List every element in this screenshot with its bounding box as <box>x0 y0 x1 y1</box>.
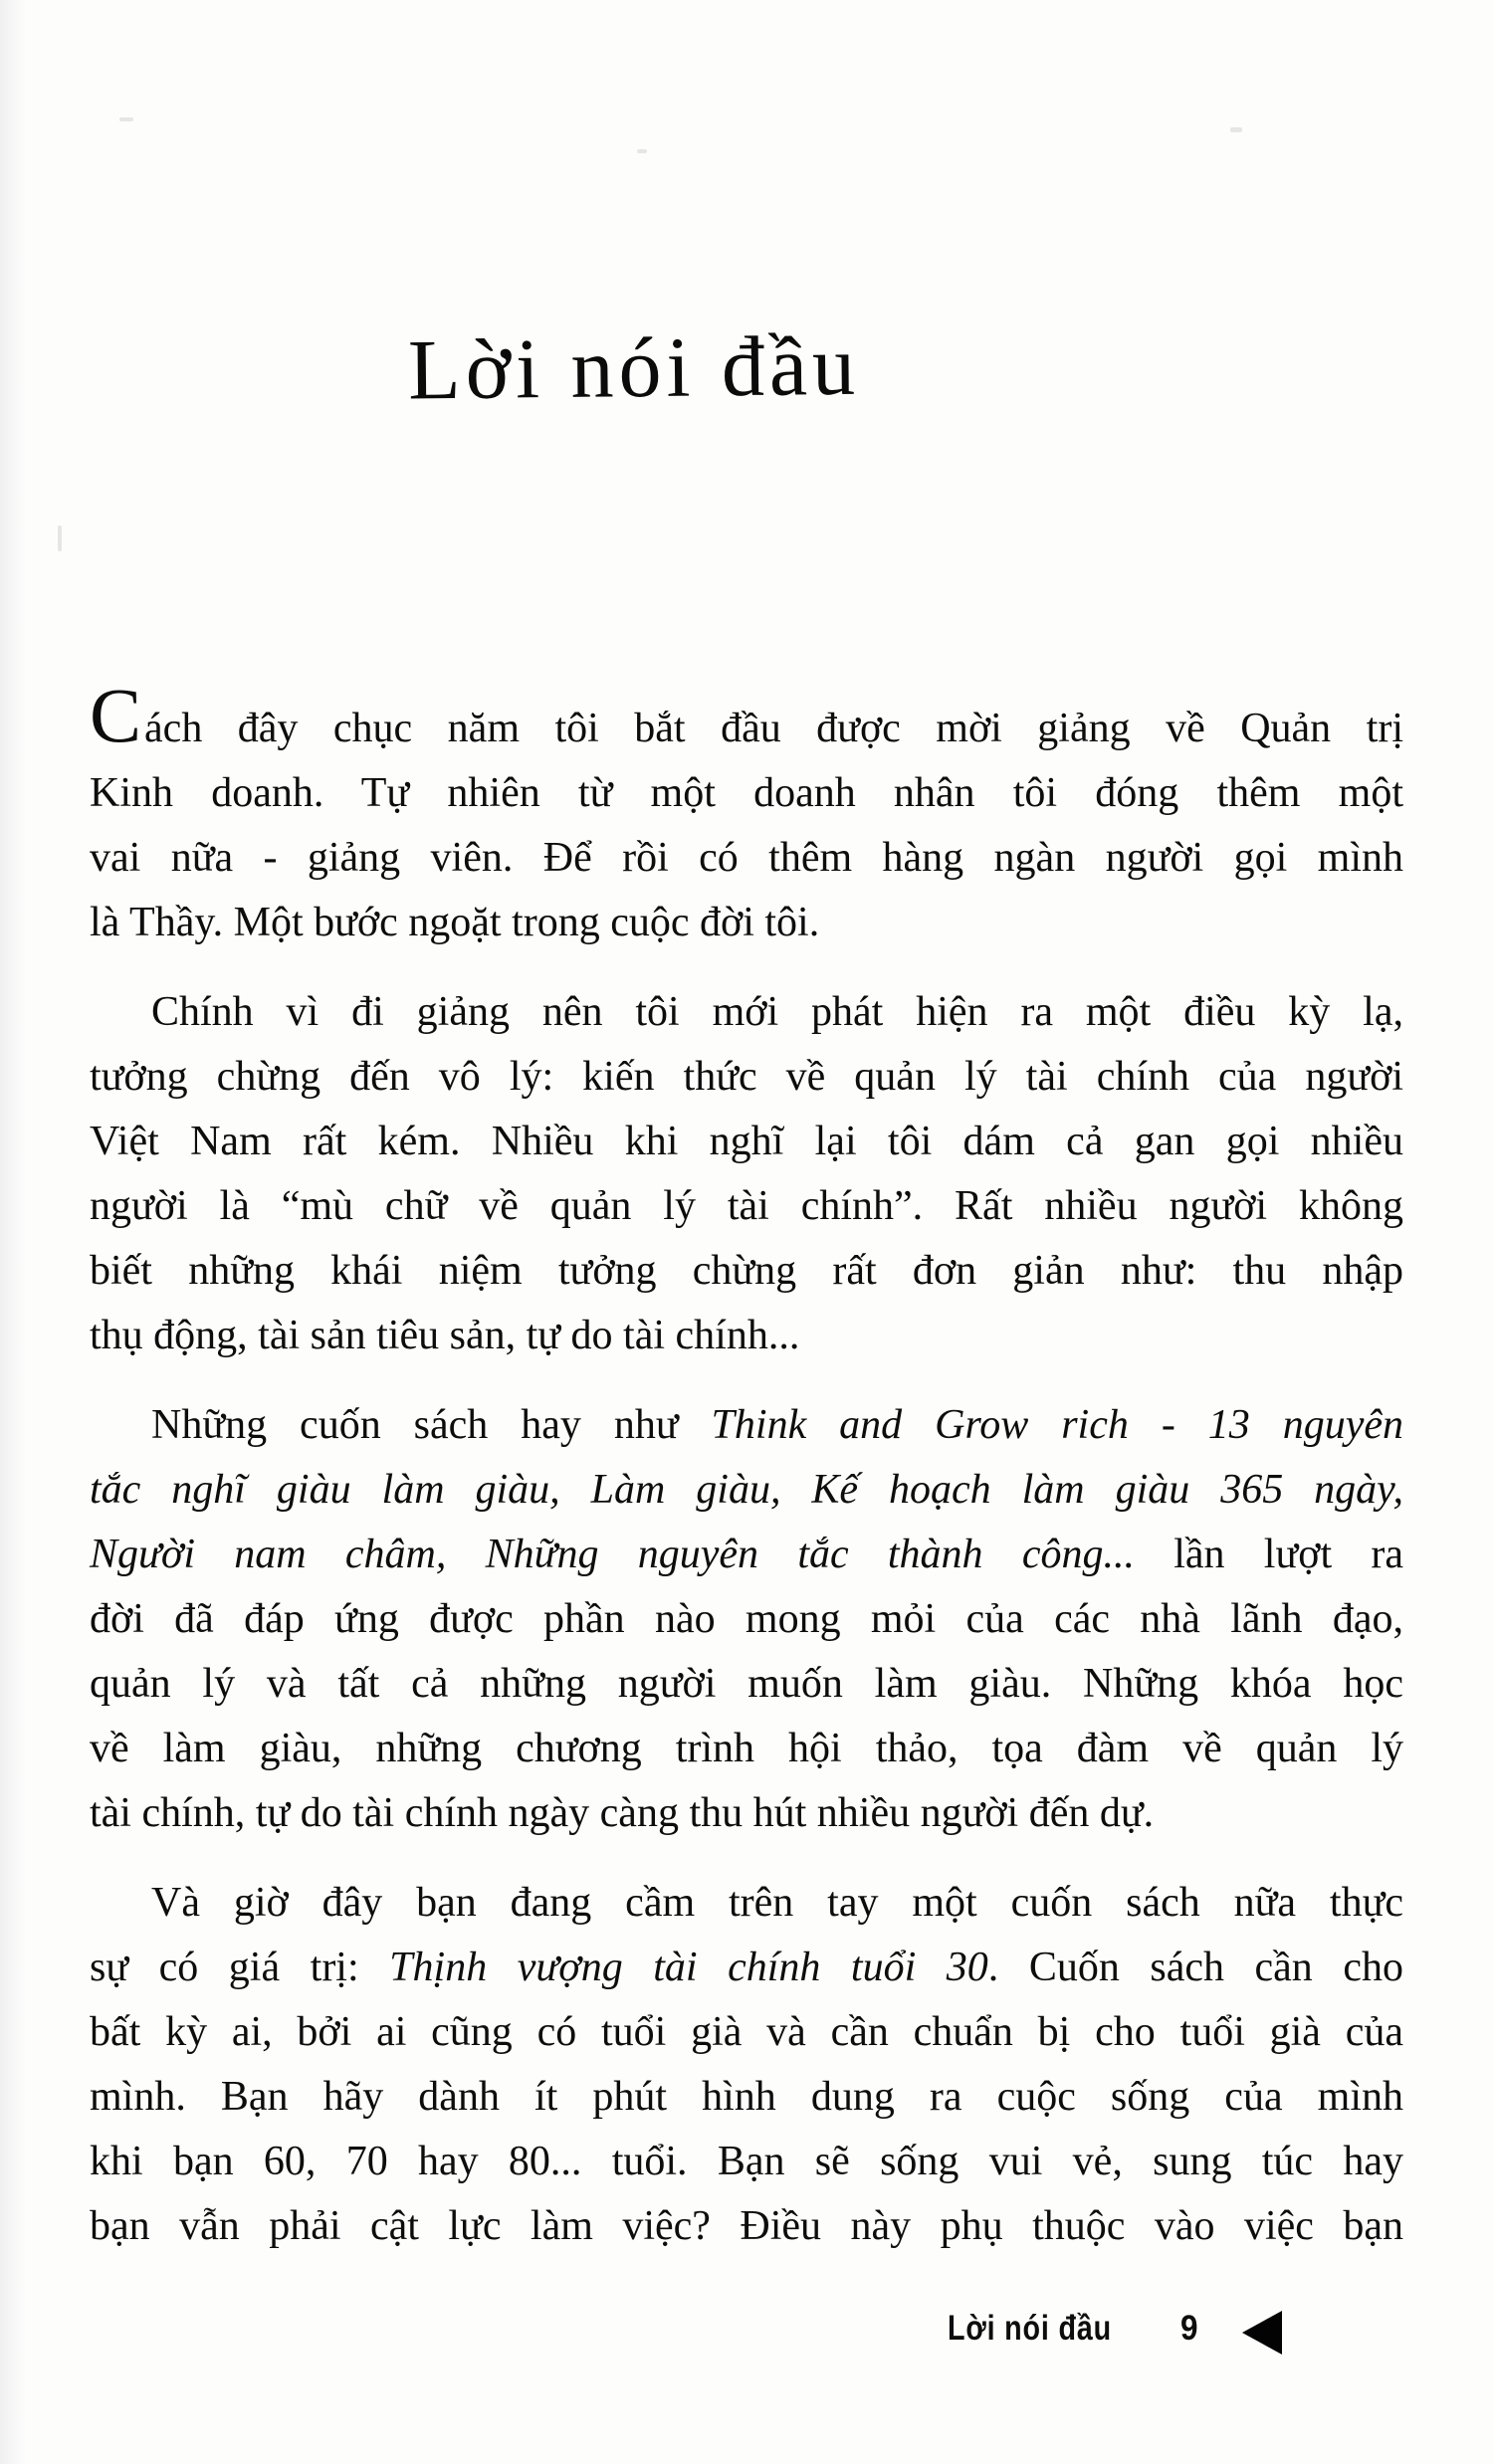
italic-text-segment: tắc nghĩ giàu làm giàu, Làm giàu, Kế hoạch làm giàu 365 ngày, <box>90 1467 1403 1513</box>
text-segment: . Cuốn sách cần cho <box>987 1945 1403 1990</box>
paragraph <box>90 1393 1403 1846</box>
text-segment: Chính vì đi giảng nên tôi mới phát hiện ra một điều kỳ lạ, <box>151 989 1403 1035</box>
text-segment: khi bạn 60, 70 hay 80... tuổi. Bạn sẽ sống vui vẻ, sung túc hay <box>90 2139 1403 2184</box>
text-segment: Kinh doanh. Tự nhiên từ một doanh nhân tôi đóng thêm một <box>90 770 1403 816</box>
body-text <box>90 672 1404 2284</box>
text-line <box>90 1871 1403 1936</box>
scan-speck <box>637 149 647 153</box>
text-line <box>90 1717 1403 1781</box>
text-line <box>90 1174 1403 1239</box>
text-line <box>90 2065 1403 2130</box>
text-segment: biết những khái niệm tưởng chừng rất đơn giản như: thu nhập <box>90 1248 1403 1294</box>
text-segment: Những cuốn sách hay như <box>151 1402 712 1448</box>
scan-edge-shadow <box>0 0 26 2464</box>
text-line <box>90 1781 1403 1846</box>
text-segment: quản lý và tất cả những người muốn làm giàu. Những khóa học <box>90 1661 1403 1707</box>
text-line <box>90 1936 1403 2000</box>
text-line <box>90 1110 1403 1174</box>
text-line <box>90 1304 1403 1368</box>
page-title: Lời nói đầu <box>407 316 861 418</box>
text-line <box>90 761 1403 826</box>
text-line <box>90 1045 1403 1110</box>
text-segment: tài chính, tự do tài chính ngày càng thu hút nhiều người đến dự. <box>90 1790 1155 1836</box>
text-segment: lần lượt ra <box>1134 1532 1404 1577</box>
text-segment: vai nữa - giảng viên. Để rồi có thêm hàng ngàn người gọi mình <box>90 835 1403 881</box>
scan-speck <box>119 117 133 121</box>
text-segment: thụ động, tài sản tiêu sản, tự do tài chính... <box>90 1313 800 1358</box>
paragraph <box>90 1871 1403 2259</box>
text-line <box>90 1587 1403 1652</box>
text-segment: tưởng chừng đến vô lý: kiến thức về quản lý tài chính của người <box>90 1054 1403 1100</box>
text-line <box>90 2130 1403 2194</box>
text-segment: sự có giá trị: <box>90 1945 390 1990</box>
text-line <box>90 1652 1403 1717</box>
italic-text-segment: Thịnh vượng tài chính tuổi 30 <box>389 1945 988 1990</box>
paragraph <box>90 672 1403 955</box>
scan-speck <box>58 525 62 551</box>
text-line <box>90 2194 1403 2259</box>
text-segment: về làm giàu, những chương trình hội thảo, tọa đàm về quản lý <box>90 1726 1403 1771</box>
scan-speck <box>1230 127 1242 132</box>
text-line <box>90 2000 1403 2065</box>
footer-page-number: 9 <box>1180 2309 1198 2348</box>
text-segment: bạn vẫn phải cật lực làm việc? Điều này phụ thuộc vào việc bạn <box>90 2203 1403 2249</box>
italic-text-segment: Người nam châm, Những nguyên tắc thành công... <box>90 1532 1135 1577</box>
text-line <box>90 980 1403 1045</box>
page-footer <box>0 2305 1493 2364</box>
text-segment: là Thầy. Một bước ngoặt trong cuộc đời tôi. <box>90 900 820 945</box>
text-segment: bất kỳ ai, bởi ai cũng có tuổi già và cần chuẩn bị cho tuổi già của <box>90 2009 1403 2055</box>
text-line <box>90 672 1403 761</box>
text-segment: mình. Bạn hãy dành ít phút hình dung ra cuộc sống của mình <box>90 2074 1403 2120</box>
text-segment: người là “mù chữ về quản lý tài chính”. Rất nhiều người không <box>90 1183 1403 1229</box>
text-segment: Và giờ đây bạn đang cầm trên tay một cuốn sách nữa thực <box>151 1880 1403 1926</box>
dropcap-letter: C <box>90 672 142 758</box>
paragraph <box>90 980 1403 1368</box>
text-segment: ách đây chục năm tôi bắt đầu được mời giảng về Quản trị <box>144 706 1403 751</box>
text-line <box>90 1393 1403 1458</box>
footer-section-label: Lời nói đầu <box>948 2309 1112 2348</box>
text-line <box>90 1458 1403 1523</box>
text-line <box>90 1523 1403 1587</box>
italic-text-segment: Think and Grow rich - 13 nguyên <box>711 1402 1403 1448</box>
text-segment: Việt Nam rất kém. Nhiều khi nghĩ lại tôi dám cả gan gọi nhiều <box>90 1119 1403 1164</box>
left-triangle-icon <box>1242 2311 1282 2355</box>
text-line <box>90 1239 1403 1304</box>
text-segment: đời đã đáp ứng được phần nào mong mỏi của các nhà lãnh đạo, <box>90 1596 1403 1642</box>
text-line <box>90 826 1403 891</box>
text-line <box>90 891 1403 955</box>
